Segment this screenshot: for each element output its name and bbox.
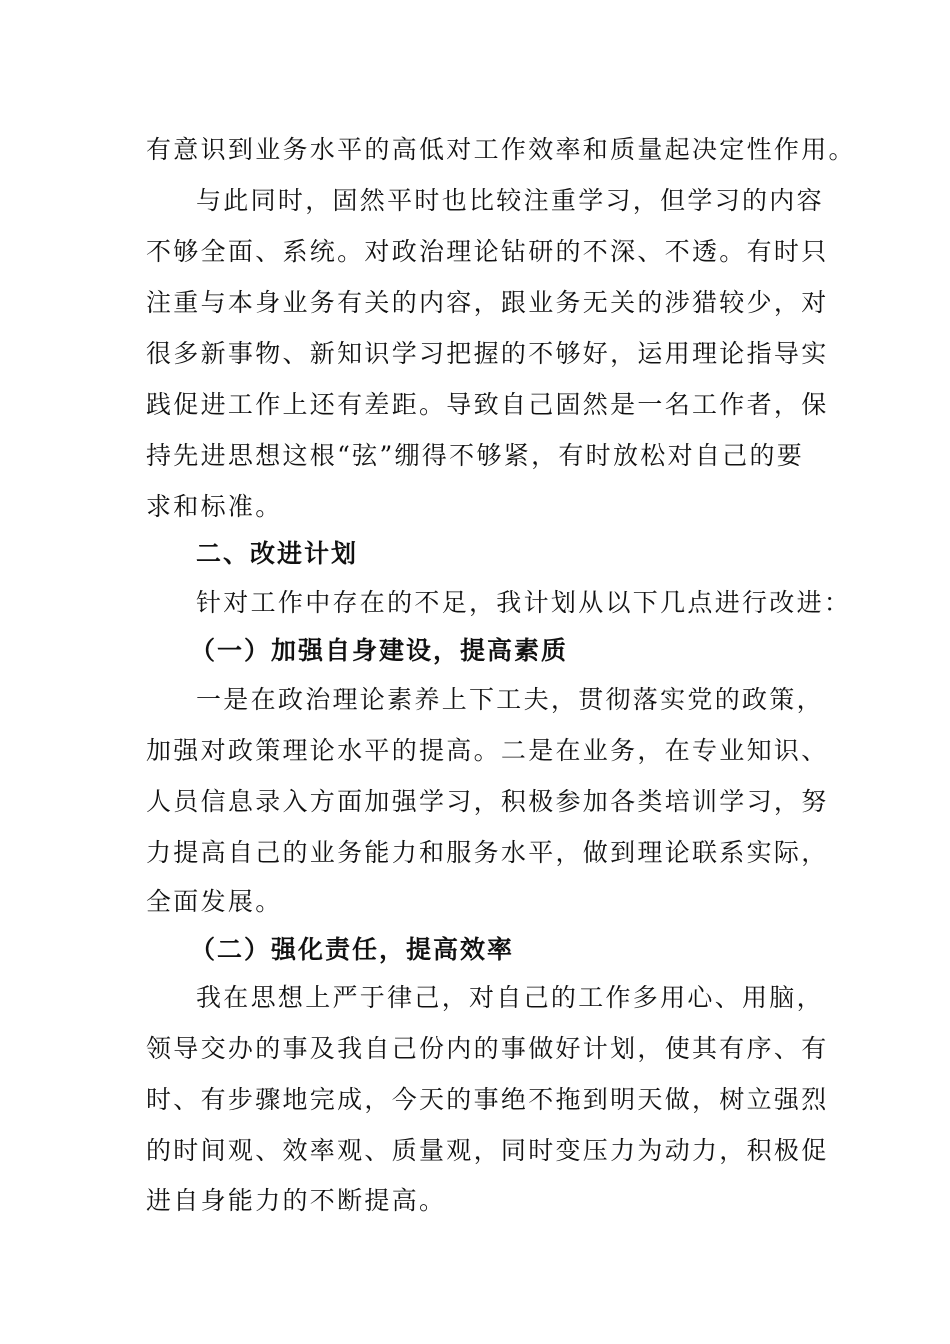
paragraph-first-line: 针对工作中存在的不足，我计划从以下几点进行改进：	[196, 588, 852, 617]
paragraph-first-line: 我在思想上严于律己，对自己的工作多用心、用脑，	[196, 983, 824, 1012]
body-text-line: 求和标准。	[146, 492, 283, 521]
body-text-line: 注重与本身业务有关的内容，跟业务无关的涉猎较少，对	[146, 288, 829, 317]
body-text-line: 时、有步骤地完成，今天的事绝不拖到明天做，树立强烈	[146, 1085, 829, 1114]
body-text-line: 进自身能力的不断提高。	[146, 1186, 447, 1215]
body-text-line: 的时间观、效率观、质量观，同时变压力为动力，积极促	[146, 1136, 829, 1165]
section-heading: 二、改进计划	[196, 539, 359, 568]
body-text-line: 很多新事物、新知识学习把握的不够好，运用理论指导实	[146, 339, 829, 368]
body-text-line: 领导交办的事及我自己份内的事做好计划，使其有序、有	[146, 1034, 829, 1063]
body-text-line: 全面发展。	[146, 887, 283, 916]
body-text-line: 持先进思想这根“弦”绷得不够紧，有时放松对自己的要	[146, 441, 805, 470]
body-text-line: 不够全面、系统。对政治理论钻研的不深、不透。有时只	[146, 237, 829, 266]
paragraph-first-line: 与此同时，固然平时也比较注重学习，但学习的内容	[196, 186, 824, 215]
body-text-line: 加强对政策理论水平的提高。二是在业务，在专业知识、	[146, 736, 829, 765]
paragraph-first-line: 一是在政治理论素养上下工夫，贯彻落实党的政策，	[196, 685, 824, 714]
body-text-line: 人员信息录入方面加强学习，积极参加各类培训学习，努	[146, 787, 829, 816]
body-text-line: 力提高自己的业务能力和服务水平，做到理论联系实际，	[146, 838, 829, 867]
body-text-line: 有意识到业务水平的高低对工作效率和质量起决定性作用。	[146, 135, 856, 164]
body-text-line: 践促进工作上还有差距。导致自己固然是一名工作者，保	[146, 390, 829, 419]
subsection-heading: （一）加强自身建设，提高素质	[190, 636, 569, 665]
subsection-heading: （二）强化责任，提高效率	[190, 935, 515, 964]
